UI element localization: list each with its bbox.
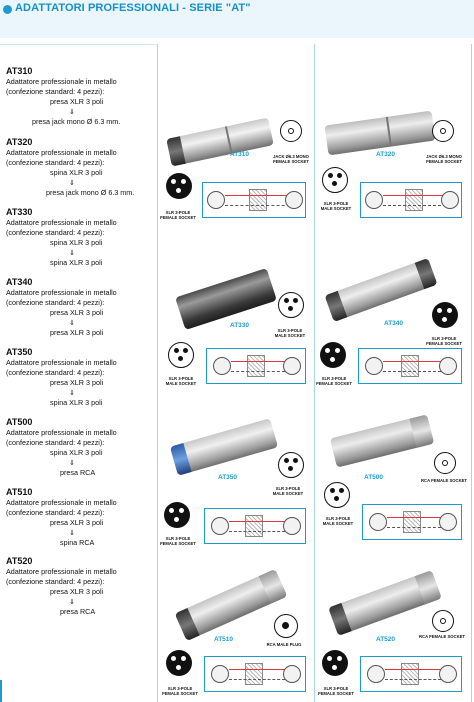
product-description: Adattatore professionale in metallo xyxy=(6,358,117,367)
product-entry-at350 xyxy=(6,347,156,408)
adapter-image xyxy=(175,268,277,330)
wiring-diagram xyxy=(362,504,462,540)
connector-from: presa XLR 3 poli xyxy=(50,308,104,318)
product-description: Adattatore professionale in metallo xyxy=(6,288,117,297)
adapter-image xyxy=(170,418,278,476)
product-code: AT310 xyxy=(6,66,33,76)
adapter-image xyxy=(324,111,435,156)
rca-socket-icon xyxy=(434,452,456,474)
xlr-female-icon xyxy=(166,173,192,199)
column-divider xyxy=(471,44,472,702)
arrow-down-icon: ⇓ xyxy=(69,107,76,117)
product-package: (confezione standard: 4 pezzi): xyxy=(6,158,105,168)
socket-label: XLR 3-POLE MALE SOCKET xyxy=(272,486,304,496)
model-label: AT340 xyxy=(384,320,404,327)
product-package: (confezione standard: 4 pezzi): xyxy=(6,438,105,448)
product-package: (confezione standard: 4 pezzi): xyxy=(6,87,105,97)
product-package: (confezione standard: 4 pezzi): xyxy=(6,228,105,238)
divider xyxy=(0,44,157,45)
product-entry-at520 xyxy=(6,556,156,617)
socket-label: RCA MALE PLUG xyxy=(266,642,302,647)
product-description: Adattatore professionale in metallo xyxy=(6,148,117,157)
page-title: ADATTATORI PROFESSIONALI - SERIE "AT" xyxy=(15,2,251,14)
connector-from: presa XLR 3 poli xyxy=(50,518,104,528)
product-code: AT350 xyxy=(6,347,33,357)
header-bullet-icon xyxy=(3,5,12,14)
xlr-female-icon xyxy=(164,502,190,528)
socket-label: XLR 3-POLE FEMALE SOCKET xyxy=(316,376,352,386)
xlr-male-icon xyxy=(278,452,304,478)
adapter-image xyxy=(328,570,442,636)
edge-mark xyxy=(0,680,2,702)
product-entry-at330 xyxy=(6,207,156,268)
column-divider xyxy=(314,44,315,702)
socket-label: XLR 3-POLE MALE SOCKET xyxy=(322,516,354,526)
product-code: AT340 xyxy=(6,277,33,287)
product-description: Adattatore professionale in metallo xyxy=(6,77,117,86)
product-package: (confezione standard: 4 pezzi): xyxy=(6,508,105,518)
socket-label: RCA FEMALE SOCKET xyxy=(421,478,467,483)
product-entry-at310 xyxy=(6,66,156,127)
product-code: AT510 xyxy=(6,487,33,497)
product-description: Adattatore professionale in metallo xyxy=(6,218,117,227)
product-card-at310 xyxy=(160,100,312,220)
product-code: AT500 xyxy=(6,417,33,427)
wiring-diagram xyxy=(206,348,306,384)
connector-from: presa XLR 3 poli xyxy=(50,97,104,107)
product-card-at330 xyxy=(160,250,312,390)
socket-label: XLR 3-POLE MALE SOCKET xyxy=(165,376,197,386)
adapter-image xyxy=(330,414,434,467)
product-description: Adattatore professionale in metallo xyxy=(6,498,117,507)
connector-from: spina XLR 3 poli xyxy=(50,238,103,248)
rca-socket-icon xyxy=(432,610,454,632)
socket-label: RCA FEMALE SOCKET xyxy=(419,634,465,639)
wiring-diagram xyxy=(202,182,306,218)
jack-socket-icon xyxy=(432,120,454,142)
wiring-diagram xyxy=(204,508,306,544)
jack-socket-icon xyxy=(280,120,302,142)
xlr-male-icon xyxy=(278,292,304,318)
connector-to: presa RCA xyxy=(60,468,96,478)
product-entry-at340 xyxy=(6,277,156,338)
product-card-at510 xyxy=(160,560,312,702)
model-label: AT310 xyxy=(230,151,250,158)
adapter-image xyxy=(166,117,274,166)
socket-label: XLR 3-POLE FEMALE SOCKET xyxy=(318,686,354,696)
wiring-diagram xyxy=(360,656,462,692)
product-entry-at500 xyxy=(6,417,156,478)
model-label: AT330 xyxy=(230,322,250,329)
arrow-down-icon: ⇓ xyxy=(69,388,76,398)
arrow-down-icon: ⇓ xyxy=(69,597,76,607)
rca-plug-icon xyxy=(274,614,298,638)
product-code: AT320 xyxy=(6,137,33,147)
model-label: AT320 xyxy=(376,151,396,158)
product-package: (confezione standard: 4 pezzi): xyxy=(6,298,105,308)
xlr-male-icon xyxy=(168,342,194,368)
arrow-down-icon: ⇓ xyxy=(69,528,76,538)
socket-label: XLR 3-POLE FEMALE SOCKET xyxy=(160,536,196,546)
connector-from: spina XLR 3 poli xyxy=(50,168,103,178)
connector-to: spina XLR 3 poli xyxy=(50,398,103,408)
socket-label: XLR 3-POLE MALE SOCKET xyxy=(320,201,352,211)
connector-to: presa XLR 3 poli xyxy=(50,328,104,338)
connector-to: presa jack mono Ø 6.3 mm. xyxy=(46,188,135,198)
connector-to: spina RCA xyxy=(60,538,95,548)
connector-to: presa RCA xyxy=(60,607,96,617)
model-label: AT520 xyxy=(376,636,396,643)
product-code: AT520 xyxy=(6,556,33,566)
connector-to: spina XLR 3 poli xyxy=(50,258,103,268)
socket-label: XLR 3-POLE FEMALE SOCKET xyxy=(162,686,198,696)
product-entry-at320 xyxy=(6,137,156,198)
xlr-female-icon xyxy=(322,650,348,676)
product-card-at520 xyxy=(316,560,468,702)
xlr-male-icon xyxy=(324,482,350,508)
product-code: AT330 xyxy=(6,207,33,217)
wiring-diagram xyxy=(360,182,462,218)
xlr-female-icon xyxy=(166,650,192,676)
model-label: AT350 xyxy=(218,474,238,481)
wiring-diagram xyxy=(358,348,462,384)
arrow-down-icon: ⇓ xyxy=(69,458,76,468)
product-card-at350 xyxy=(160,408,312,550)
page-header xyxy=(0,0,474,38)
socket-label: JACK Ø6.3 MONO FEMALE SOCKET xyxy=(426,154,462,164)
adapter-image xyxy=(325,258,438,322)
product-entry-at510 xyxy=(6,487,156,548)
product-card-at500 xyxy=(316,408,468,550)
arrow-down-icon: ⇓ xyxy=(69,248,76,258)
arrow-down-icon: ⇓ xyxy=(69,318,76,328)
product-package: (confezione standard: 4 pezzi): xyxy=(6,368,105,378)
socket-label: JACK Ø6.3 MONO FEMALE SOCKET xyxy=(273,154,309,164)
product-description: Adattatore professionale in metallo xyxy=(6,567,117,576)
product-card-at320 xyxy=(316,100,468,220)
socket-label: XLR 3-POLE FEMALE SOCKET xyxy=(160,210,196,220)
connector-from: presa XLR 3 poli xyxy=(50,378,104,388)
product-card-at340 xyxy=(316,250,468,390)
socket-label: XLR 3-POLE MALE SOCKET xyxy=(274,328,306,338)
arrow-down-icon: ⇓ xyxy=(69,178,76,188)
product-description: Adattatore professionale in metallo xyxy=(6,428,117,437)
product-package: (confezione standard: 4 pezzi): xyxy=(6,577,105,587)
xlr-male-icon xyxy=(322,167,348,193)
connector-from: presa XLR 3 poli xyxy=(50,587,104,597)
connector-from: spina XLR 3 poli xyxy=(50,448,103,458)
wiring-diagram xyxy=(204,656,306,692)
socket-label: XLR 3-POLE FEMALE SOCKET xyxy=(426,336,462,346)
column-divider xyxy=(157,44,158,702)
xlr-female-icon xyxy=(432,302,458,328)
model-label: AT510 xyxy=(214,636,234,643)
xlr-female-icon xyxy=(320,342,346,368)
adapter-image xyxy=(175,569,288,641)
connector-to: presa jack mono Ø 6.3 mm. xyxy=(32,117,121,127)
model-label: AT500 xyxy=(364,474,384,481)
